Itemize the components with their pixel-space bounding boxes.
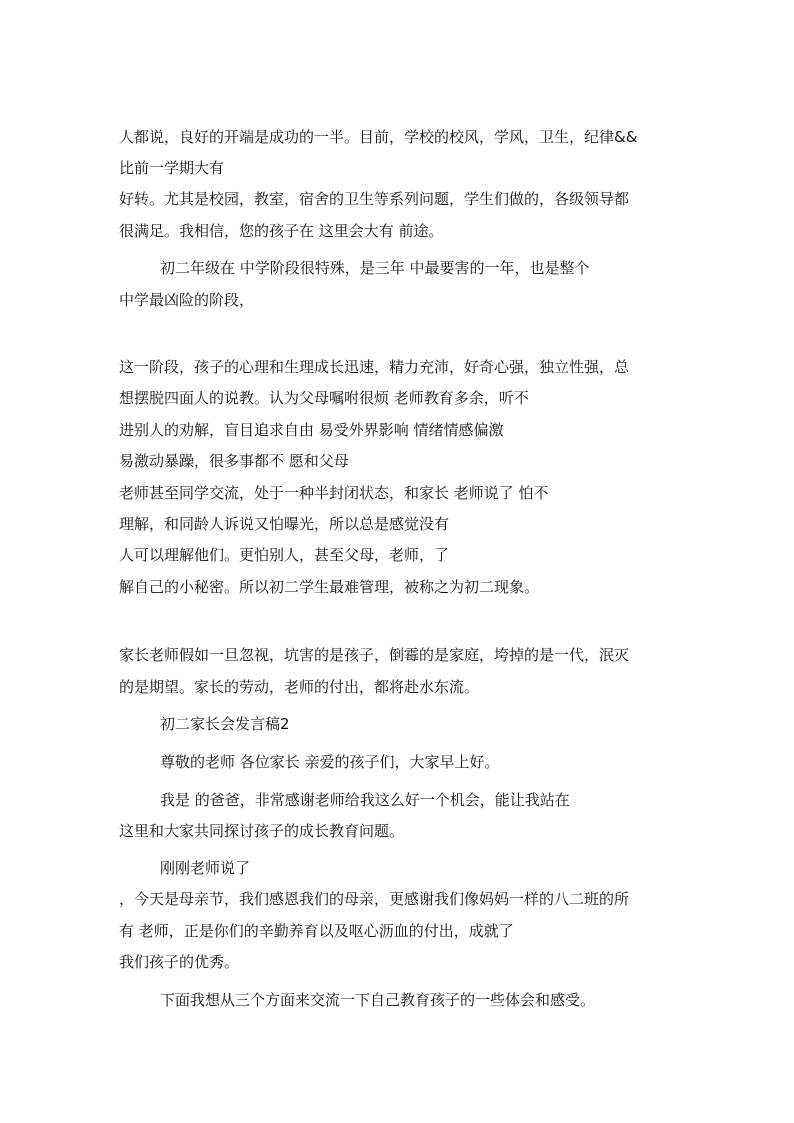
text-line: ，今天是母亲节，我们感恩我们的母亲，更感谢我们像妈妈一样的八二班的所 [119, 890, 630, 908]
text-line: 理解，和同龄人诉说又怕曝光，所以总是感觉没有 [119, 515, 450, 533]
text-line: 解自己的小秘密。所以初二学生最难管理，被称之为初二现象。 [119, 578, 540, 596]
text-line: 刚刚老师说了 [160, 859, 251, 877]
text-line: 进别人的劝解，盲目追求自由 易受外界影响 情绪情感偏激 [119, 421, 504, 439]
text-line: 比前一学期大有 [119, 159, 225, 177]
text-line: 有 老师，正是你们的辛勤养育以及呕心沥血的付出，成就了 [119, 922, 514, 940]
text-line: 我们孩子的优秀。 [119, 953, 240, 971]
text-line: 初二年级在 中学阶段很特殊，是三年 中最要害的一年，也是整个 [160, 259, 590, 277]
text-line: 下面我想从三个方面来交流一下自己教育孩子的一些体会和感受。 [160, 991, 596, 1009]
text-line: 家长老师假如一旦忽视，坑害的是孩子，倒霉的是家庭，垮掉的是一代，泯灭 [119, 646, 630, 664]
text-line: 人都说，良好的开端是成功的一半。目前，学校的校风，学风，卫生，纪律&& [119, 128, 638, 146]
text-line: 尊敬的老师 各位家长 亲爱的孩子们，大家早上好。 [160, 753, 500, 771]
text-line: 想摆脱四面人的说教。认为父母嘱咐很烦 老师教育多余，听不 [119, 389, 529, 407]
text-line: 这一阶段，孩子的心理和生理成长迅速，精力充沛，好奇心强，独立性强，总 [119, 358, 630, 376]
section-heading: 初二家长会发言稿2 [160, 715, 290, 733]
text-line: 易激动暴躁，很多事都不 愿和父母 [119, 452, 349, 470]
text-line: 很满足。我相信，您的孩子在 这里会大有 前途。 [119, 222, 444, 240]
text-line: 老师甚至同学交流，处于一种半封闭状态，和家长 老师说了 怕不 [119, 484, 549, 502]
text-line: 的是期望。家长的劳动，老师的付出，都将赴水东流。 [119, 678, 480, 696]
text-line: 我是 的爸爸，非常感谢老师给我这么好一个机会，能让我站在 [160, 791, 570, 809]
text-line: 好转。尤其是校园，教室，宿舍的卫生等系列问题，学生们做的，各级领导都 [119, 190, 630, 208]
text-line: 中学最凶险的阶段， [119, 291, 255, 309]
text-line: 这里和大家共同探讨孩子的成长教育问题。 [119, 822, 405, 840]
text-line: 人可以理解他们。更怕别人，甚至父母，老师，了 [119, 546, 450, 564]
